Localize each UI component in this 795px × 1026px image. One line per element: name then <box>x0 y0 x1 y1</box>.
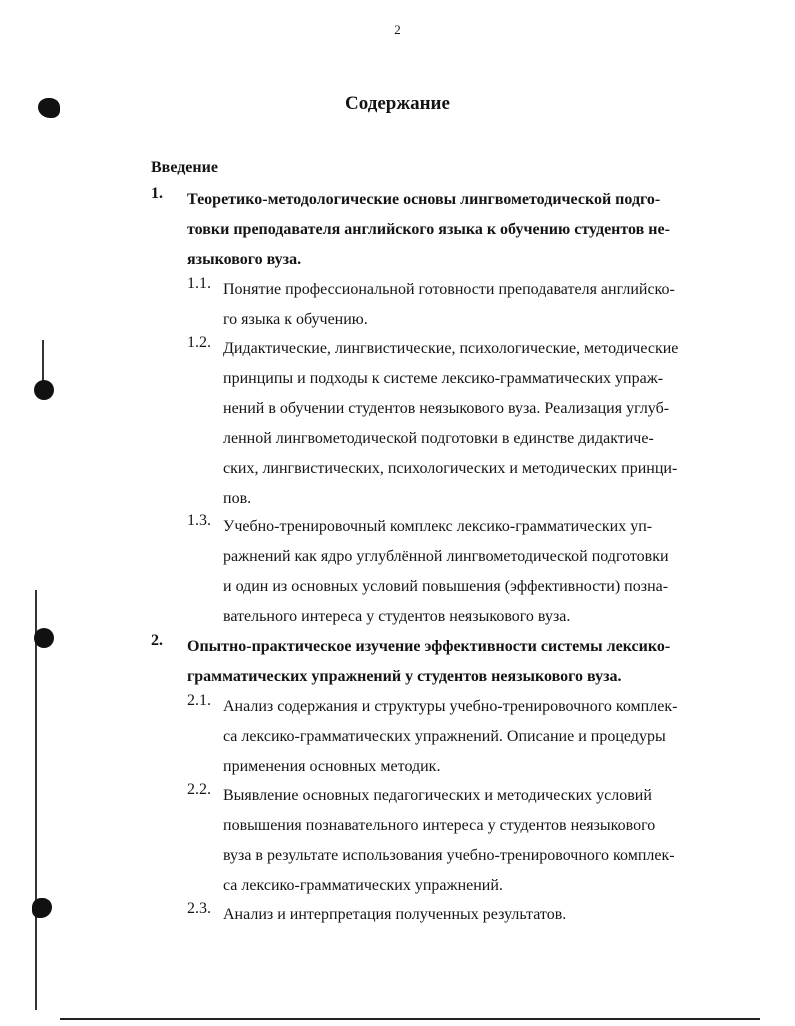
chapter-number: 1. <box>151 185 163 202</box>
section-number: 1.3. <box>187 512 211 529</box>
page-number: 2 <box>394 22 401 37</box>
section-title-line: ражнений как ядро углублённой лингвометодической подготовки <box>223 548 669 565</box>
toc-section-2-3 <box>187 900 737 930</box>
section-title-line: пов. <box>223 490 252 507</box>
scan-hole-mark <box>32 898 52 918</box>
section-title-line: принципы и подходы к системе лексико-грамматических упраж- <box>223 370 664 387</box>
scan-margin-line <box>42 340 44 385</box>
chapter-title-line: товки преподавателя английского языка к обучению студентов не- <box>187 221 670 238</box>
scan-hole-mark <box>34 380 54 400</box>
section-title-line: вательного интереса у студентов неязыкового вуза. <box>223 608 571 625</box>
toc-section-1-2 <box>187 334 737 514</box>
section-number: 2.3. <box>187 900 211 917</box>
section-title-line: са лексико-грамматических упражнений. <box>223 877 503 894</box>
toc-section-1-1 <box>187 275 737 335</box>
scan-margin-line <box>35 590 37 1010</box>
toc-section-1-3 <box>187 512 737 632</box>
chapter-title-line: грамматических упражнений у студентов неязыкового вуза. <box>187 668 622 685</box>
section-number: 1.2. <box>187 334 211 351</box>
section-title-line: повышения познавательного интереса у студентов неязыкового <box>223 817 656 834</box>
section-title-line: Анализ и интерпретация полученных результатов. <box>223 906 567 923</box>
section-number: 1.1. <box>187 275 211 292</box>
chapter-title-line: Теоретико-методологические основы лингвометодической подго- <box>187 191 661 208</box>
section-title-line: применения основных методик. <box>223 758 441 775</box>
toc-chapter-2 <box>151 632 737 692</box>
scan-bottom-edge-line <box>60 1018 760 1020</box>
section-number: 2.2. <box>187 781 211 798</box>
chapter-number: 2. <box>151 632 163 649</box>
section-title-line: Понятие профессиональной готовности преподавателя английско- <box>223 281 675 298</box>
section-number: 2.1. <box>187 692 211 709</box>
toc-section-2-2 <box>187 781 737 901</box>
section-title-line: го языка к обучению. <box>223 311 368 328</box>
toc-section-2-1 <box>187 692 737 782</box>
section-title-line: са лексико-грамматических упражнений. Описание и процедуры <box>223 728 666 745</box>
chapter-title-line: языкового вуза. <box>187 251 302 268</box>
section-title-line: ленной лингвометодической подготовки в единстве дидактиче- <box>223 430 654 447</box>
section-title-line: Выявление основных педагогических и методических условий <box>223 787 652 804</box>
toc-intro: Введение <box>151 159 218 176</box>
section-title-line: Дидактические, лингвистические, психологические, методические <box>223 340 679 357</box>
section-title-line: и один из основных условий повышения (эффективности) позна- <box>223 578 669 595</box>
section-title-line: ских, лингвистических, психологических и методических принци- <box>223 460 678 477</box>
scan-hole-mark <box>34 628 54 648</box>
section-title-line: Анализ содержания и структуры учебно-тренировочного комплек- <box>223 698 678 715</box>
section-title-line: Учебно-тренировочный комплекс лексико-грамматических уп- <box>223 518 653 535</box>
page-title: Содержание <box>345 93 450 114</box>
chapter-title-line: Опытно-практическое изучение эффективности системы лексико- <box>187 638 671 655</box>
toc-chapter-1 <box>151 185 737 275</box>
section-title-line: нений в обучении студентов неязыкового вуза. Реализация углуб- <box>223 400 670 417</box>
section-title-line: вуза в результате использования учебно-тренировочного комплек- <box>223 847 675 864</box>
